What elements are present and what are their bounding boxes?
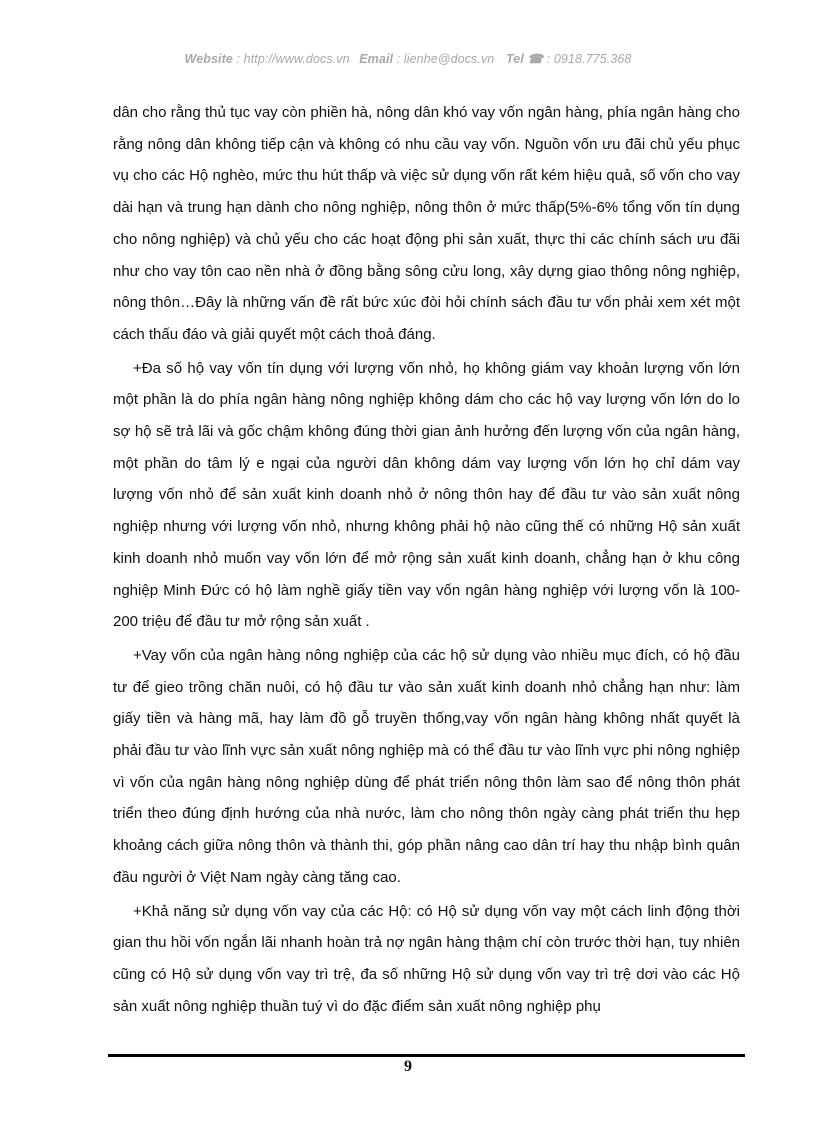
tel-label: Tel ☎ [505,52,544,66]
website-label: Website [184,52,233,66]
email-value: : lienhe@docs.vn [396,52,495,66]
paragraph-1: dân cho rằng thủ tục vay còn phiền hà, nông dân khó vay vốn ngân hàng, phía ngân hàng cho rằng nông dân không tiếp cận và không có nhu cầu vay vốn. Nguồn vốn ưu đãi chủ yếu phục vụ cho các Hộ nghèo, mức thu hút thấp và việc sử dụng vốn rất kém hiệu quả, số vốn cho vay dài hạn và trung hạn dành cho nông nghiệp, nông thôn ở mức thấp(5%-6% tổng vốn tín dụng cho nông nghiệp) và chủ yếu cho các hoạt động phi sản xuất, thực thi các chính sách ưu đãi như cho vay tôn cao nền nhà ở đồng bằng sông cửu long, xây dựng giao thông nông nghiệp, nông thôn…Đây là những vấn đề rất bức xúc đòi hỏi chính sách đầu tư vốn phải xem xét một cách thấu đáo và giải quyết một cách thoả đáng. [113,104,740,343]
footer-rule [108,1054,745,1057]
tel-value: : 0918.775.368 [546,52,632,66]
email-label: Email [359,52,394,66]
paragraph-3: +Vay vốn của ngân hàng nông nghiệp của các hộ sử dụng vào nhiều mục đích, có hộ đầu tư để gieo trồng chăn nuôi, có hộ đầu tư vào sản xuất kinh doanh nhỏ chẳng hạn như: làm giấy tiền và hàng mã, hay làm đồ gỗ truyền thống,vay vốn ngân hàng không nhất quyết là phải đầu tư vào lĩnh vực sản xuất nông nghiệp mà có thể đầu tư vào lĩnh vực phi nông nghiệp vì vốn của ngân hàng nông nghiệp dùng để phát triển nông thôn làm sao để nông thôn phát triển theo đúng định hướng của nhà nước, làm cho nông thôn ngày càng phát triển thu hẹp khoảng cách giữa nông thôn và thành thi, góp phần nâng cao dân trí hay thu nhập bình quân đầu người ở Việt Nam ngày càng tăng cao. [113,646,740,886]
website-value: : http://www.docs.vn [236,52,350,66]
page-number: 9 [404,1058,412,1075]
document-body [113,97,740,1022]
paragraph-2: +Đa số hộ vay vốn tín dụng với lượng vốn nhỏ, họ không giám vay khoản lượng vốn lớn một phần là do phía ngân hàng nông nghiệp không dám cho các hộ vay lượng vốn lớn do lo sợ hộ sẽ trả lãi và gốc chậm không đúng thời gian ảnh hưởng đến lượng vốn của ngân hàng, một phần do tâm lý e ngại của người dân không dám vay lượng vốn lớn họ chỉ dám vay lượng vốn nhỏ để sản xuất kinh doanh nhỏ ở nông thôn hay để đầu tư vào sản xuất nông nghiệp nhưng với lượng vốn nhỏ, nhưng không phải hộ nào cũng thế có những Hộ sản xuất kinh doanh nhỏ muốn vay vốn lớn để mở rộng sản xuất kinh doanh, chẳng hạn ở khu công nghiệp Minh Đức có hộ làm nghề giấy tiền vay vốn ngân hàng nghiệp với lượng vốn là 100-200 triệu để đầu tư mở rộng sản xuất . [113,359,740,631]
paragraph-4: +Khả năng sử dụng vốn vay của các Hộ: có Hộ sử dụng vốn vay một cách linh động thời gian thu hồi vốn ngắn lãi nhanh hoàn trả nợ ngân hàng thậm chí còn trước thời hạn, tuy nhiên cũng có Hộ sử dụng vốn vay trì trệ, đa số những Hộ sử dụng vốn vay trì trệ dơi vào các Hộ sản xuất nông nghiệp thuần tuý vì do đặc điểm sản xuất nông nghiệp phụ [113,902,740,1015]
page-header [0,51,816,66]
